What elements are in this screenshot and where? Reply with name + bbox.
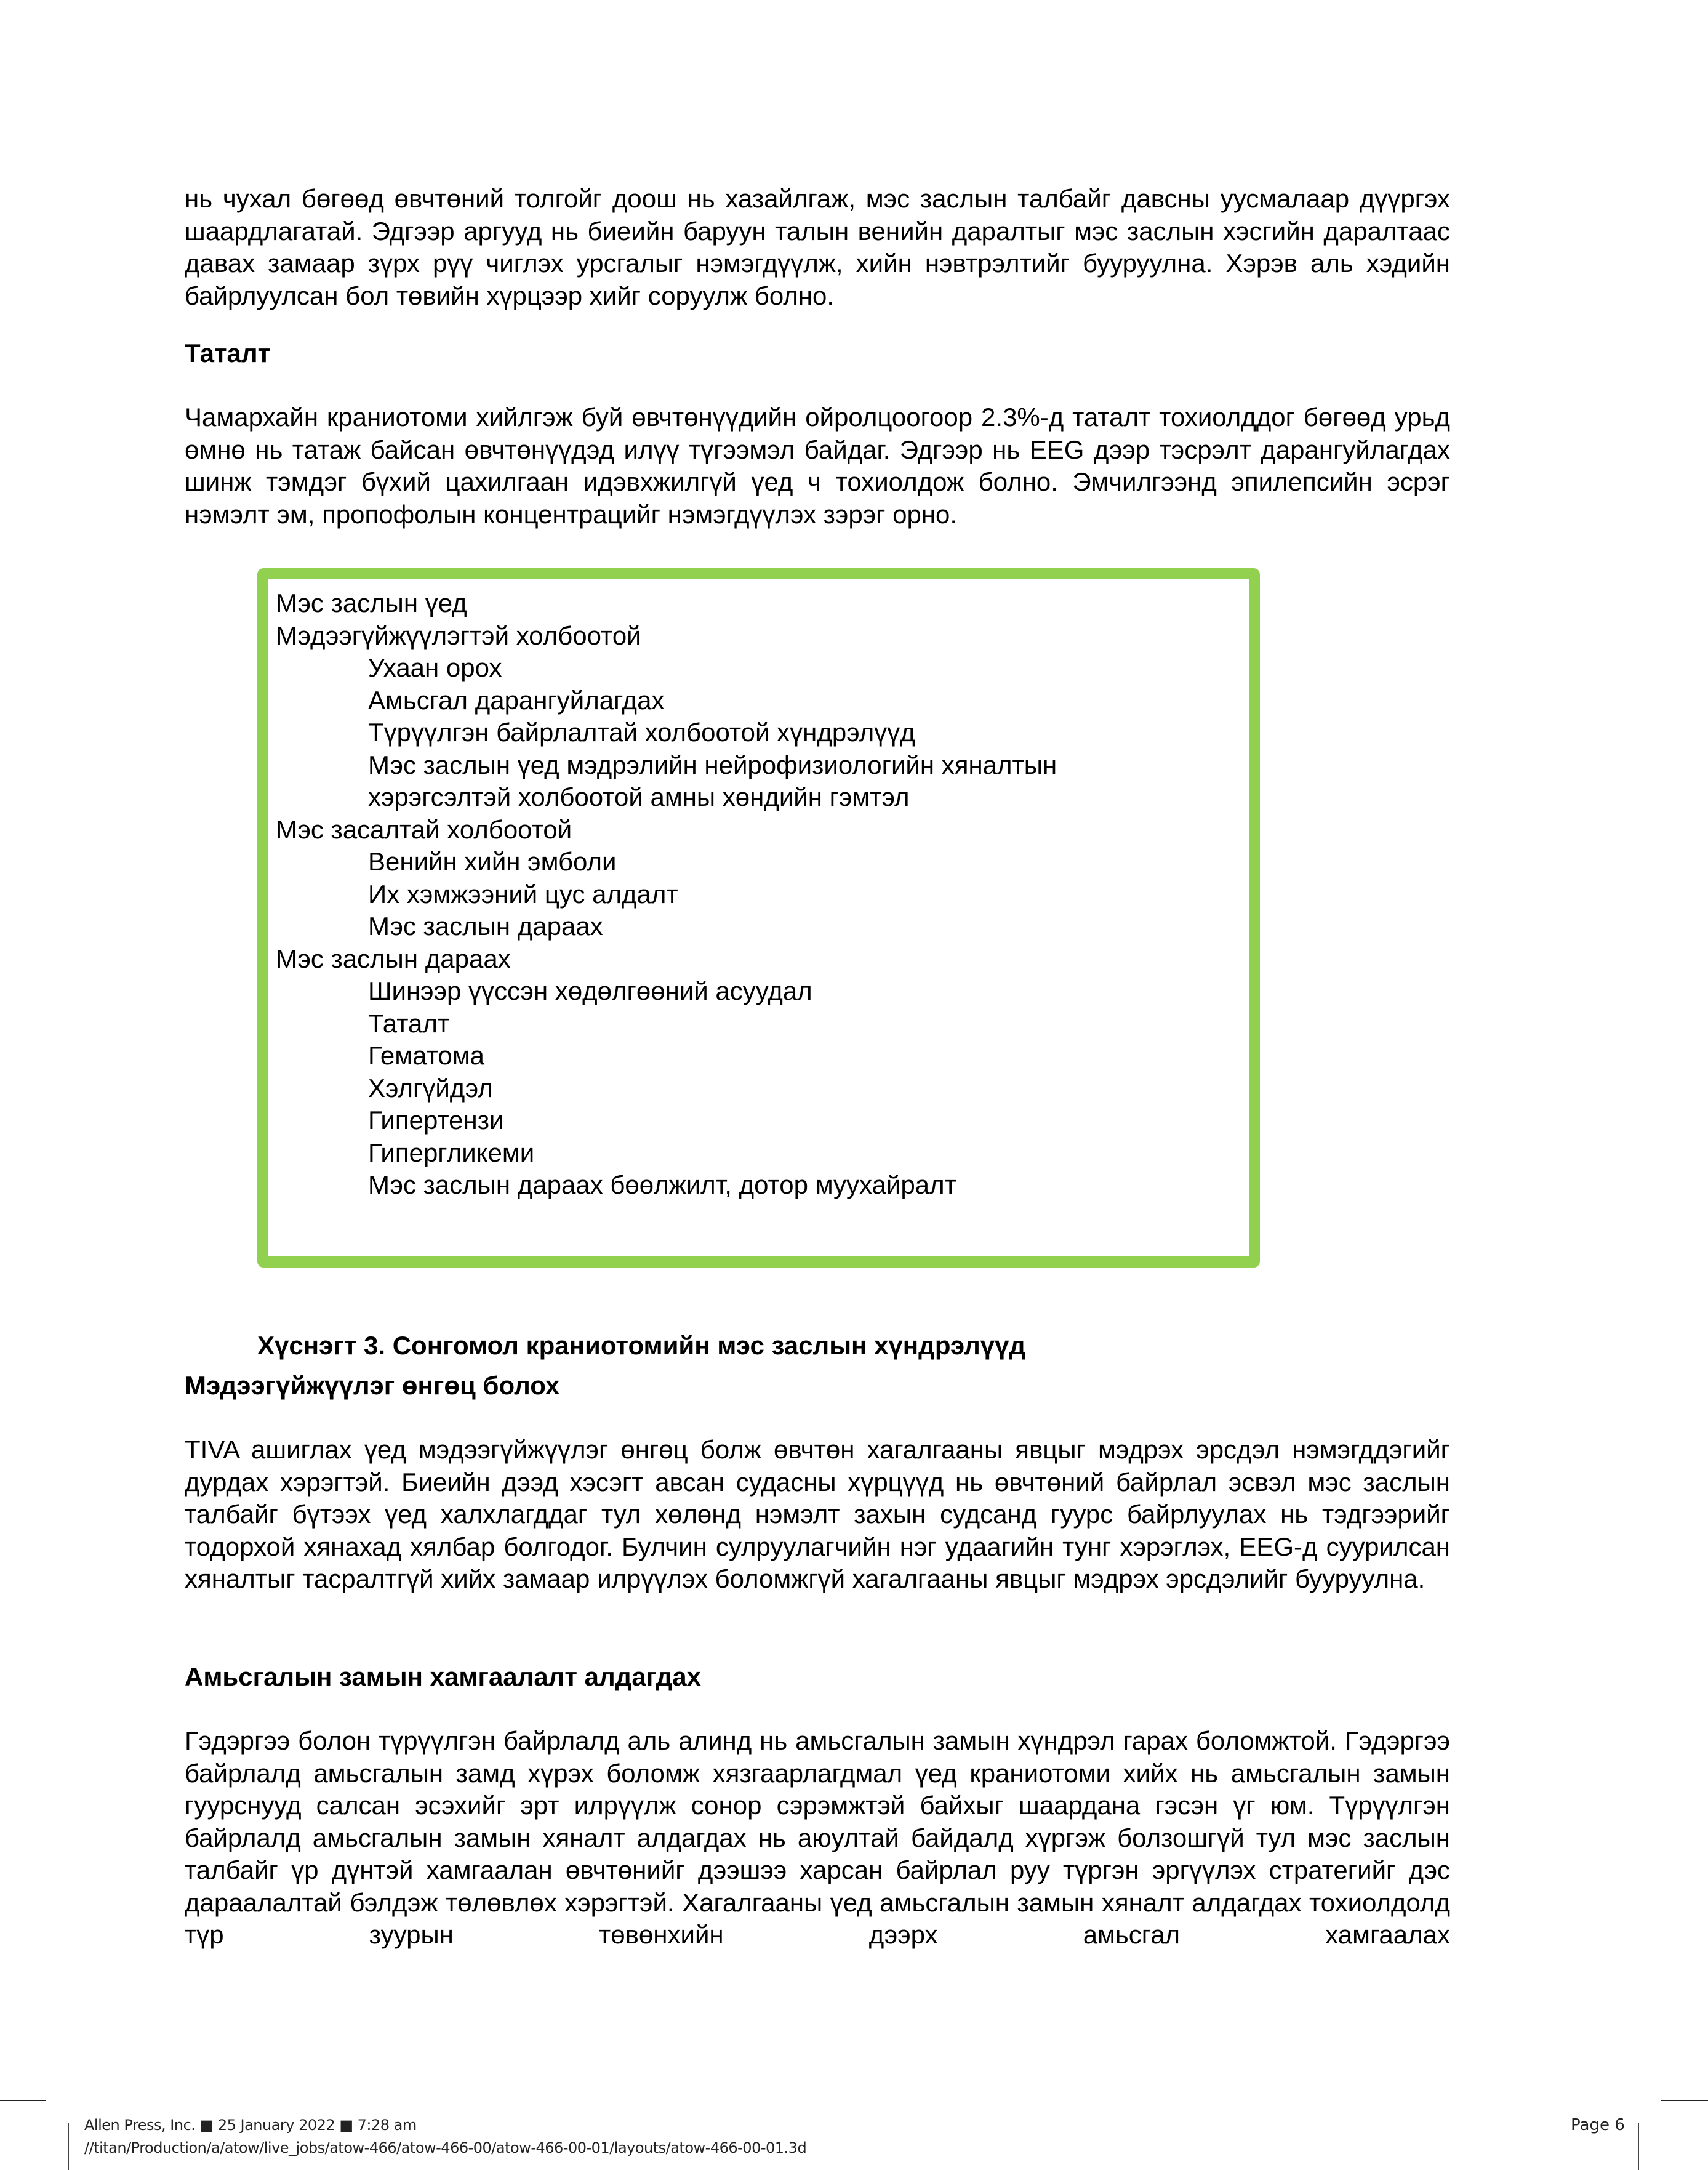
table3-subitem: Амьсгал дарангуйлагдах [368, 685, 665, 715]
table3-subitem: Гипертензи [368, 1106, 504, 1135]
airway-heading: Амьсгалын замын хамгаалалт алдагдах [185, 1662, 701, 1691]
footer-path-line: //titan/Production/a/atow/live_jobs/atow-466/atow-466-00/atow-466-00-01/layouts/atow-466-00-01.3d [84, 2139, 807, 2156]
awareness-heading: Мэдээгүйжүүлэг өнгөц болох [185, 1371, 560, 1400]
table3-subitem: Мэс заслын үед мэдрэлийн нейрофизиологийн хяналтын [368, 750, 1057, 779]
crop-mark-left-vertical [68, 2123, 69, 2170]
table3-subitem: Мэс заслын дараах бөөлжилт, дотор муухайралт [368, 1170, 956, 1199]
page-number: Page 6 [1571, 2116, 1625, 2134]
table3-caption: Хүснэгт 3. Сонгомол краниотомийн мэс заслын хүндрэлүүд [257, 1331, 1026, 1360]
airway-section [185, 1661, 1450, 1951]
table3-subitem: Мэс заслын дараах [368, 912, 603, 941]
table3-subitem: Гипергликеми [368, 1138, 535, 1167]
table3-category: Мэс заслын дараах [276, 944, 511, 973]
table3-subitem: Ухаан орох [368, 653, 502, 682]
crop-mark-right-vertical [1638, 2123, 1639, 2170]
awareness-section [185, 1370, 1450, 1596]
table3-subitem: Шинээр үүссэн хөдөлгөөний асуудал [368, 976, 812, 1005]
crop-mark-left-horizontal [0, 2100, 46, 2101]
table3-category: Мэс засалтай холбоотой [276, 814, 572, 844]
footer-publisher-line: Allen Press, Inc. ■ 25 January 2022 ■ 7:28 am [84, 2116, 417, 2134]
table3-list [276, 587, 1057, 1202]
intro-paragraph-block [185, 183, 1450, 312]
awareness-paragraph: TIVA ашиглах үед мэдээгүйжүүлэг өнгөц болж өвчтөн хагалгааны явцыг мэдрэх эрсдэл нэмэгддэгийг дурдах хэрэгтэй. Биеийн дээд хэсэгт авсан судасны хүрцүүд нь өвчтөний байрлал эсвэл мэс заслын талбайг бүтээх үед халхлагддаг тул хөлөнд нэмэлт захын судсанд гуурс байрлуулах нь тэдгээрийг тодорхой хянахад хялбар болгодог. Булчин сулруулагчийн нэг удаагийн тунг хэрэглэх, EEG-д суурилсан хяналтыг тасралтгүй хийх замаар илрүүлэх боломжгүй хагалгааны явцыг мэдрэх эрсдэлийг бууруулна. [185, 1435, 1450, 1593]
table3-subitem: Хэлгүйдэл [368, 1073, 493, 1103]
crop-mark-right-horizontal [1661, 2100, 1708, 2101]
table3-subitem: хэрэгсэлтэй холбоотой амны хөндийн гэмтэл [368, 782, 910, 811]
seizure-section [185, 337, 1450, 531]
airway-paragraph: Гэдэргээ болон түрүүлгэн байрлалд аль алинд нь амьсгалын замын хүндрэл гарах боломжтой. Гэдэргээ байрлалд амьсгалын замд хүрэх боломж хязгаарлагдмал үед краниотоми хийх нь амьсгалын замын гуурснууд салсан эсэхийг эрт илрүүлж сонор сэрэмжтэй байхыг шаардана гэсэн үг юм. Түрүүлгэн байрлалд амьсгалын замын хяналт алдагдах нь аюултай байдалд хүргэж болзошгүй тул мэс заслын талбайг үр дүнтэй хамгаалан өвчтөнийг дээшээ харсан байрлал руу түргэн эргүүлэх стратегийг дэс дараалалтай бэлдэж төлөвлөх хэрэгтэй. Хагалгааны үед амьсгалын замын хяналт алдагдах тохиолдолд түр зуурын төвөнхийн дээрх амьсгал хамгаалах [185, 1726, 1450, 1949]
seizure-heading: Таталт [185, 339, 271, 368]
table3-subitem: Түрүүлгэн байрлалтай холбоотой хүндрэлүүд [368, 718, 915, 747]
table3-subitem: Таталт [368, 1008, 450, 1038]
table3-subitem: Их хэмжээний цус алдалт [368, 879, 678, 909]
seizure-paragraph: Чамархайн краниотоми хийлгэж буй өвчтөнүүдийн ойролцоогоор 2.3%-д таталт тохиолддог бөгөөд урьд өмнө нь татаж байсан өвчтөнүүдэд илүү түгээмэл байдаг. Эдгээр нь EEG дээр тэсрэлт дарангуйлагдах шинж тэмдэг бүхий цахилгаан идэвхжилгүй үед ч тохиолдож болно. Эмчилгээнд эпилепсийн эсрэг нэмэлт эм, пропофолын концентрацийг нэмэгдүүлэх зэрэг орно. [185, 403, 1450, 529]
table3-category: Мэс заслын үед [276, 589, 467, 617]
intro-paragraph: нь чухал бөгөөд өвчтөний толгойг доош нь хазайлгаж, мэс заслын талбайг давсны уусмалаар дүүргэх шаардлагатай. Эдгээр аргууд нь биеийн баруун талын венийн даралтыг мэс заслын хэсгийн даралтаас давах замаар зүрх рүү чиглэх урсгалыг нэмэгдүүлж, хийн нэвтрэлтийг бууруулна. Хэрэв аль хэдийн байрлуулсан бол төвийн хүрцээр хийг соруулж болно. [185, 184, 1450, 310]
table3-subitem: Гематома [368, 1041, 484, 1070]
table3-category: Мэдээгүйжүүлэгтэй холбоотой [276, 621, 641, 650]
table3-subitem: Венийн хийн эмболи [368, 847, 617, 876]
